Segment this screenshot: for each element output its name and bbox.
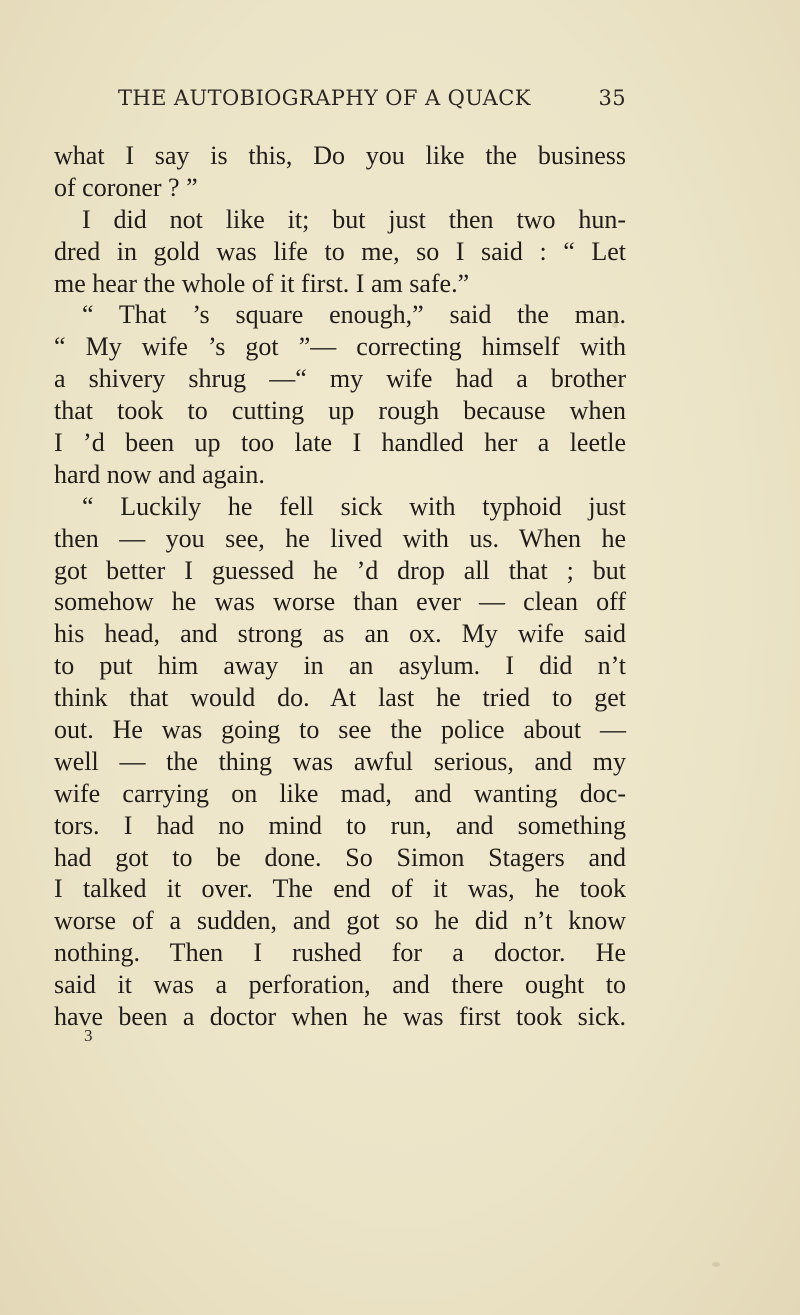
text-line: worse of a sudden, and got so he did n’t know: [54, 906, 626, 936]
text-line: dred in gold was life to me, so I said : “ Let: [54, 236, 626, 266]
text-line: somehow he was worse than ever — clean off: [54, 587, 626, 617]
text-line: have been a doctor when he was first took sick.: [54, 1002, 626, 1032]
text-line: well — the thing was awful serious, and my: [54, 746, 626, 776]
page-number: 35: [598, 86, 626, 110]
text-line: think that would do. At last he tried to get: [54, 683, 626, 713]
text-line: tors. I had no mind to run, and something: [54, 810, 626, 840]
running-head-title: THE AUTOBIOGRAPHY OF A QUACK: [118, 86, 531, 110]
text-line: got better I guessed he ’d drop all that ; but: [54, 555, 626, 585]
body-text: [54, 140, 626, 1033]
text-line: me hear the whole of it first. I am safe.”: [54, 268, 470, 298]
text-line: wife carrying on like mad, and wanting doc-: [54, 778, 626, 808]
text-line: I talked it over. The end of it was, he took: [54, 874, 626, 904]
text-line: “ My wife ’s got ”— correcting himself with: [54, 332, 626, 362]
running-head: [118, 86, 626, 116]
paper-spot: [712, 1262, 720, 1267]
text-line: his head, and strong as an ox. My wife said: [54, 619, 626, 649]
text-line: had got to be done. So Simon Stagers and: [54, 842, 626, 872]
text-line: said it was a perforation, and there ought to: [54, 970, 626, 1000]
text-line: hard now and again.: [54, 459, 265, 489]
text-line: I ’d been up too late I handled her a leetle: [54, 428, 626, 458]
text-line: “ That ’s square enough,” said the man.: [82, 300, 626, 330]
text-line: to put him away in an asylum. I did n’t: [54, 651, 626, 681]
signature-mark: 3: [84, 1026, 93, 1045]
text-line: of coroner ? ”: [54, 172, 198, 202]
text-line: what I say is this, Do you like the business: [54, 141, 626, 170]
text-line: that took to cutting up rough because when: [54, 396, 626, 426]
text-line: nothing. Then I rushed for a doctor. He: [54, 938, 626, 968]
text-line: then — you see, he lived with us. When he: [54, 523, 626, 553]
text-line: out. He was going to see the police about —: [54, 715, 626, 745]
text-line: a shivery shrug —“ my wife had a brother: [54, 364, 626, 394]
text-line: I did not like it; but just then two hun-: [82, 204, 626, 234]
text-line: “ Luckily he fell sick with typhoid just: [82, 491, 626, 521]
